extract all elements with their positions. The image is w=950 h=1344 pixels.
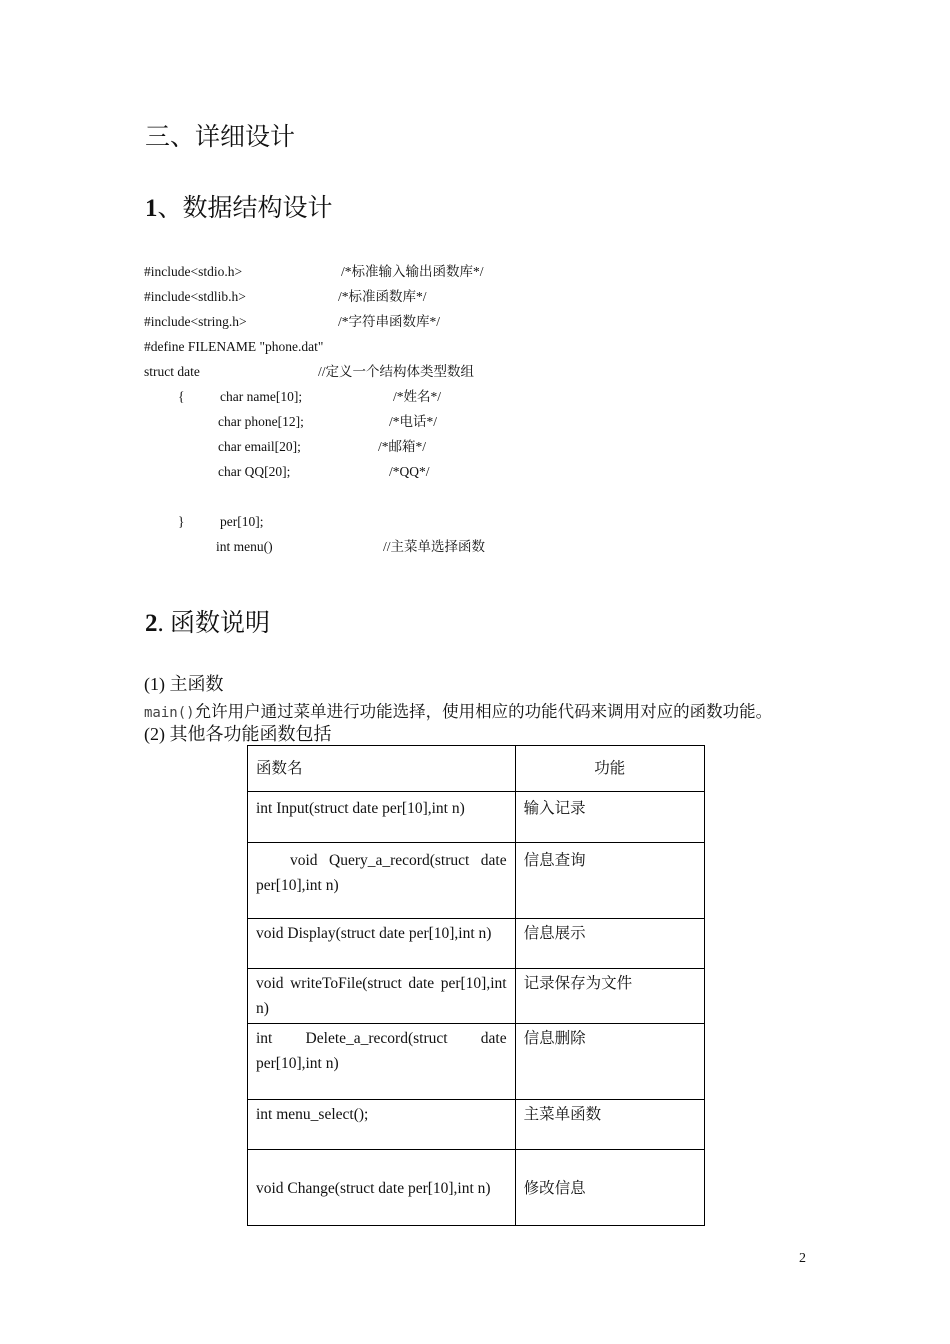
- section-number: 2: [145, 610, 158, 637]
- subsection-main-function: (1) 主函数: [144, 674, 224, 694]
- code-line: }: [178, 514, 185, 529]
- function-name-cell: int menu_select();: [248, 1100, 516, 1150]
- functions-table: [247, 745, 705, 1226]
- section-heading-data-structure: [145, 188, 333, 224]
- code-comment: /*标准函数库*/: [338, 289, 427, 304]
- code-line: per[10];: [220, 514, 264, 529]
- function-name-cell: void Display(struct date per[10],int n): [248, 919, 516, 969]
- header-function-name: 函数名: [248, 746, 516, 792]
- function-purpose-cell: 信息展示: [515, 919, 704, 969]
- section-title: 、数据结构设计: [157, 195, 333, 222]
- code-line: {: [178, 389, 185, 404]
- code-line: #include<stdlib.h>: [144, 289, 246, 304]
- page-number: 2: [799, 1251, 806, 1266]
- function-purpose-cell: 记录保存为文件: [515, 969, 704, 1024]
- code-line: #define FILENAME "phone.dat": [144, 339, 324, 354]
- main-description: [144, 698, 772, 722]
- function-purpose-cell: 信息删除: [515, 1024, 704, 1100]
- code-line: #include<string.h>: [144, 314, 247, 329]
- table-row: [248, 919, 705, 969]
- code-comment: /*字符串函数库*/: [338, 314, 441, 329]
- function-name-cell: void Query_a_record(struct date per[10],int n): [248, 843, 516, 919]
- code-comment: /*邮箱*/: [378, 439, 427, 454]
- function-name-cell: int Delete_a_record(struct date per[10],int n): [248, 1024, 516, 1100]
- code-line: char email[20];: [218, 439, 301, 454]
- code-line: char QQ[20];: [218, 464, 291, 479]
- code-comment: /*QQ*/: [389, 464, 430, 479]
- code-comment: //定义一个结构体类型数组: [318, 364, 475, 379]
- function-name-cell: void Change(struct date per[10],int n): [248, 1150, 516, 1226]
- table-row: [248, 792, 705, 843]
- code-line: #include<stdio.h>: [144, 264, 243, 279]
- function-purpose-cell: 修改信息: [515, 1150, 704, 1226]
- page-title: 三、详细设计: [145, 124, 296, 151]
- code-line: char phone[12];: [218, 414, 304, 429]
- section-heading-functions: [145, 603, 270, 639]
- table-row: [248, 1100, 705, 1150]
- code-comment: /*标准输入输出函数库*/: [341, 264, 484, 279]
- function-purpose-cell: 信息查询: [515, 843, 704, 919]
- section-number: 1: [145, 195, 158, 222]
- function-purpose-cell: 输入记录: [515, 792, 704, 843]
- main-function-code: main(): [144, 705, 195, 721]
- table-row: [248, 1150, 705, 1226]
- code-line: struct date: [144, 364, 200, 379]
- code-comment: /*电话*/: [389, 414, 438, 429]
- code-comment: /*姓名*/: [393, 389, 442, 404]
- table-header-row: [248, 746, 705, 792]
- section-title: . 函数说明: [157, 610, 271, 637]
- code-line: char name[10];: [220, 389, 303, 404]
- function-purpose-cell: 主菜单函数: [515, 1100, 704, 1150]
- table-row: [248, 843, 705, 919]
- table-row: [248, 969, 705, 1024]
- subsection-other-functions: (2) 其他各功能函数包括: [144, 724, 332, 744]
- code-line: int menu(): [216, 539, 273, 554]
- table-row: [248, 1024, 705, 1100]
- header-function-purpose: 功能: [515, 746, 704, 792]
- main-function-text: 允许用户通过菜单进行功能选择，使用相应的功能代码来调用对应的函数功能。: [194, 702, 773, 721]
- function-name-cell: int Input(struct date per[10],int n): [248, 792, 516, 843]
- code-comment: //主菜单选择函数: [383, 539, 486, 554]
- function-name-cell: void writeToFile(struct date per[10],int n): [248, 969, 516, 1024]
